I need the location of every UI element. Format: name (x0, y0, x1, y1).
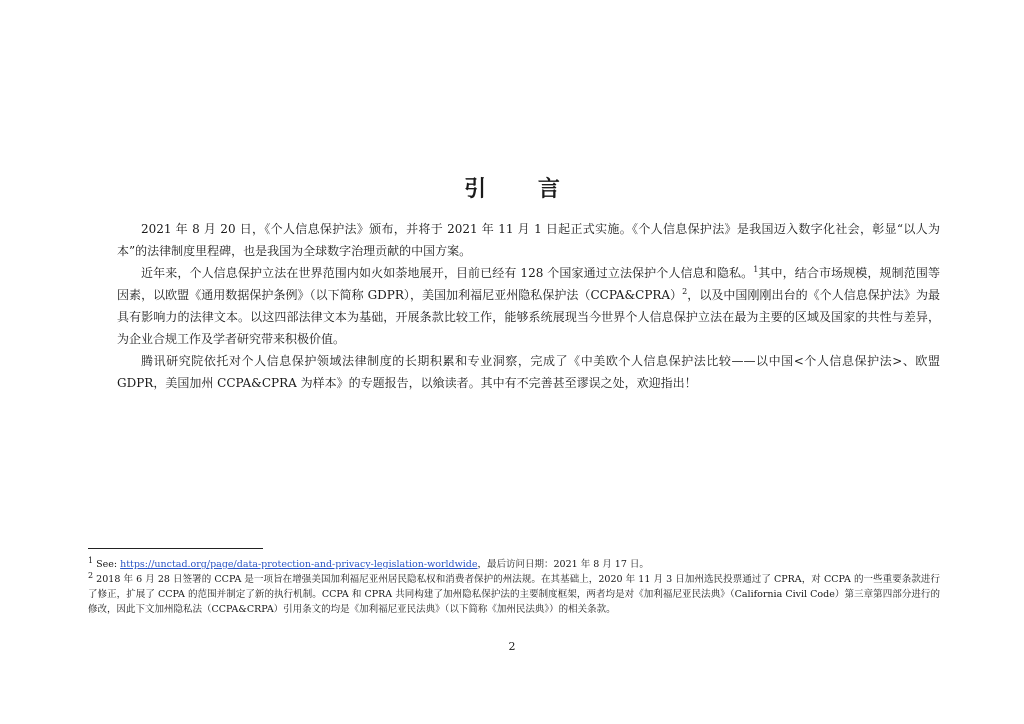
paragraph-2-part-c: ，以及中国刚刚出台的《个人信息保护法》为最具有影响力的法律文本。以这四部法律文本为基础，开展条款比较工作，能够系统展现当今世界个人信息保护立法在最为主要的区域及国家的共性与差异，为企业合规工作及学者研究带来积极价值。 (117, 288, 940, 346)
page-number: 2 (508, 640, 516, 653)
footnotes (88, 557, 940, 617)
paragraph-2-part-a: 近年来，个人信息保护立法在世界范围内如火如荼地展开，目前已经有 128 个国家通过立法保护个人信息和隐私。 (141, 266, 754, 280)
footnote-2-text: 2018 年 6 月 28 日签署的 CCPA 是一项旨在增强美国加利福尼亚州居民隐私权和消费者保护的州法规。在其基础上，2020 年 11 月 3 日加州选民投票通过了 CPRA，对 CCPA 的一些重要条款进行了修正，扩展了 CCPA 的范围并制定了新的执行机制。CCPA 和 CPRA 共同构建了加州隐私保护法的主要制度框架，两者均是对《加利福尼亚民法典》（California Civil Code）第三章第四部分进行的修改，因此下文加州隐私法（CCPA&CRPA）引用条文的均是《加利福尼亚民法典》（以下简称《加州民法典》）的相关条款。 (88, 574, 940, 615)
paragraph-3: 腾讯研究院依托对个人信息保护领域法律制度的长期积累和专业洞察，完成了《中美欧个人信息保护法比较——以中国<个人信息保护法>、欧盟 GDPR，美国加州 CCPA&CPRA 为样本》的专题报告，以飨读者。其中有不完善甚至谬误之处，欢迎指出！ (117, 354, 940, 390)
footnote-marker-1: 1 (88, 555, 94, 565)
footnote-1 (88, 557, 940, 572)
body-text (117, 218, 940, 394)
footnote-1-prefix: See: (93, 559, 121, 570)
footnote-separator (88, 548, 263, 549)
footnote-1-suffix: ，最后访问日期：2021 年 8 月 17 日。 (477, 559, 649, 570)
page-title: 引 言 (464, 177, 582, 202)
paragraph-2 (117, 262, 940, 350)
paragraph-2-part-b: 其中，结合市场规模，规制范围等因素，以欧盟《通用数据保护条例》（以下简称 GDPR），美国加利福尼亚州隐私保护法（CCPA&CPRA） (117, 266, 940, 302)
footnote-1-link[interactable]: https://unctad.org/page/data-protection-and-privacy-legislation-worldwide (120, 559, 478, 570)
paragraph-1: 2021 年 8 月 20 日，《个人信息保护法》颁布，并将于 2021 年 11 月 1 日起正式实施。《个人信息保护法》是我国迈入数字化社会，彰显“以人为本”的法律制度里程碑，也是我国为全球数字治理贡献的中国方案。 (117, 222, 940, 258)
footnote-2 (88, 572, 940, 617)
footnote-marker-2: 2 (88, 570, 94, 580)
footnote-ref-2[interactable]: 2 (682, 287, 688, 296)
footnote-ref-1[interactable]: 1 (753, 265, 759, 274)
